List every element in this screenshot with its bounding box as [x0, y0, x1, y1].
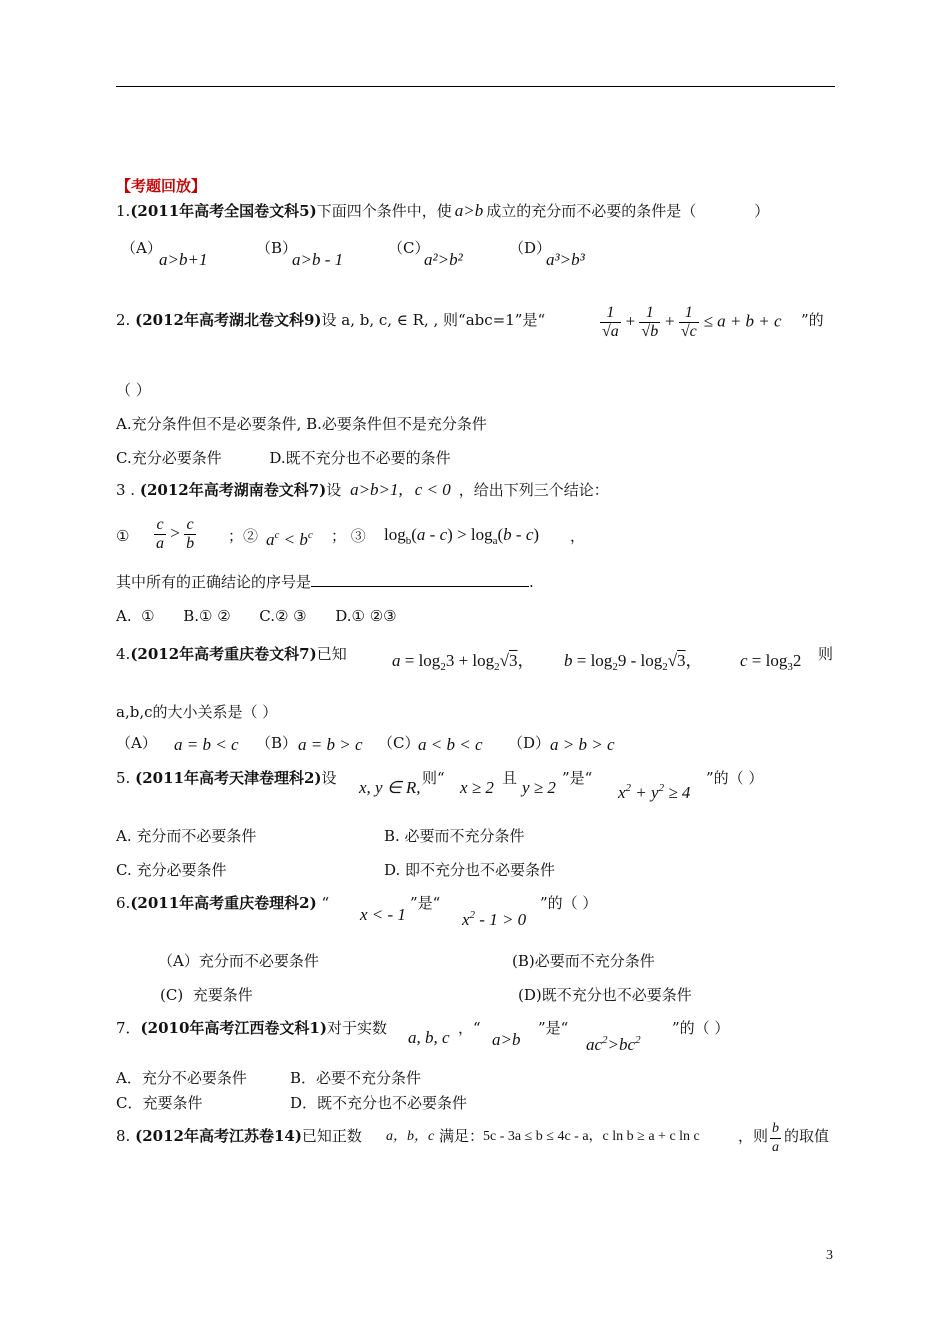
page-number: 3: [826, 1248, 833, 1263]
question-3-conclusions: ① $\frac{c}{a}$ > $\frac{c}{b}$ ；② $a^c < b^c$ ； ③ $\log_b(a - c) > \log_a(b - c)$ ，: [116, 516, 586, 552]
question-1-options: （A） a>b+1 （B） a>b - 1 （C） a²>b² （D） a³>b³: [121, 239, 585, 269]
question-5-option-b: B. 必要而不充分条件: [384, 827, 525, 845]
question-5-option-c: C. 充分必要条件: [116, 861, 227, 879]
question-7-option-b: B．必要不充分条件: [290, 1069, 422, 1087]
question-4-options: （A） a = b < c （B） a = b > c （C） a < b < c （D） a > b > c: [116, 734, 615, 754]
question-5-stem: 5. (2011年高考天津卷理科2)设 x, y ∈ R, 则“ x ≥ 2 且 y ≥ 2 ”是“ $x^2 + y^2 \ge 4$ ”的（ ）: [116, 769, 764, 802]
q2-inequality: $\frac{1}{√a}$ + $\frac{1}{√b}$ + $\frac{1}{√c}$ ≤ a + b + c: [602, 304, 782, 340]
question-2-paren: （ ）: [116, 381, 151, 399]
section-title: 【考题回放】: [116, 177, 207, 195]
question-7-option-c: C．充要条件: [116, 1094, 203, 1112]
question-6-option-d: (D)既不充分也不必要条件: [518, 986, 692, 1004]
question-4-line2: a,b,c的大小关系是（ ）: [116, 703, 278, 721]
question-5-option-a: A. 充分而不必要条件: [116, 827, 257, 845]
question-5-option-d: D. 即不充分也不必要条件: [384, 861, 556, 879]
question-2-stem: 2. (2012年高考湖北卷文科9)设 a, b, c, ∈ R, , 则“abc=1”是“ $\frac{1}{√a}$ + $\frac{1}{√b}$ + $\frac{1}{√c}$ ≤ a + b + c ”的: [116, 304, 824, 340]
question-2-option-ab: A.充分条件但不是必要条件, B.必要条件但不是充分条件: [116, 415, 487, 433]
question-4-stem: 4.(2012年高考重庆卷文科7)已知 $a = \log_23 + \log_2√3$， $b = \log_29 - \log_2√3$， $c = \log_32$ 则: [116, 645, 834, 673]
question-6-stem: 6.(2011年高考重庆卷理科2) “ x < - 1 ”是“ $x^2 - 1 > 0$ ”的（ ）: [116, 894, 598, 929]
question-7-option-d: D．既不充分也不必要条件: [290, 1094, 468, 1112]
question-7-stem: 7．(2010年高考江西卷文科1)对于实数 a, b, c ，“ a>b ”是“ $ac^2>bc^2$ ”的（ ）: [116, 1019, 730, 1054]
question-6-option-b: (B)必要而不充分条件: [512, 952, 655, 970]
header-rule: [116, 86, 835, 87]
question-6-option-a: （A）充分而不必要条件: [158, 952, 319, 970]
question-1-stem: 1.(2011年高考全国卷文科5)下面四个条件中，使 a>b 成立的充分而不必要的条件是（ ）: [116, 201, 770, 220]
question-6-option-c: (C) 充要条件: [160, 986, 253, 1004]
question-7-option-a: A．充分不必要条件: [116, 1069, 247, 1087]
question-2-option-cd: C.充分必要条件 D.既不充分也不必要的条件: [116, 449, 451, 467]
answer-blank: [311, 572, 529, 587]
question-3-stem: 3 . (2012年高考湖南卷文科7)设 a>b>1, c < 0 ，给出下列三个结论：: [116, 480, 609, 499]
question-8-stem: 8. (2012年高考江苏卷14)已知正数 a，b，c 满足： 5c - 3a ≤ b ≤ 4c - a，c ln b ≥ a + c ln c ，则 $\frac{b}{a}$ 的取值: [116, 1121, 830, 1155]
question-3-options: A. ① B.① ② C.② ③ D.① ②③: [116, 607, 397, 625]
question-3-ask: 其中所有的正确结论的序号是 .: [116, 573, 534, 591]
